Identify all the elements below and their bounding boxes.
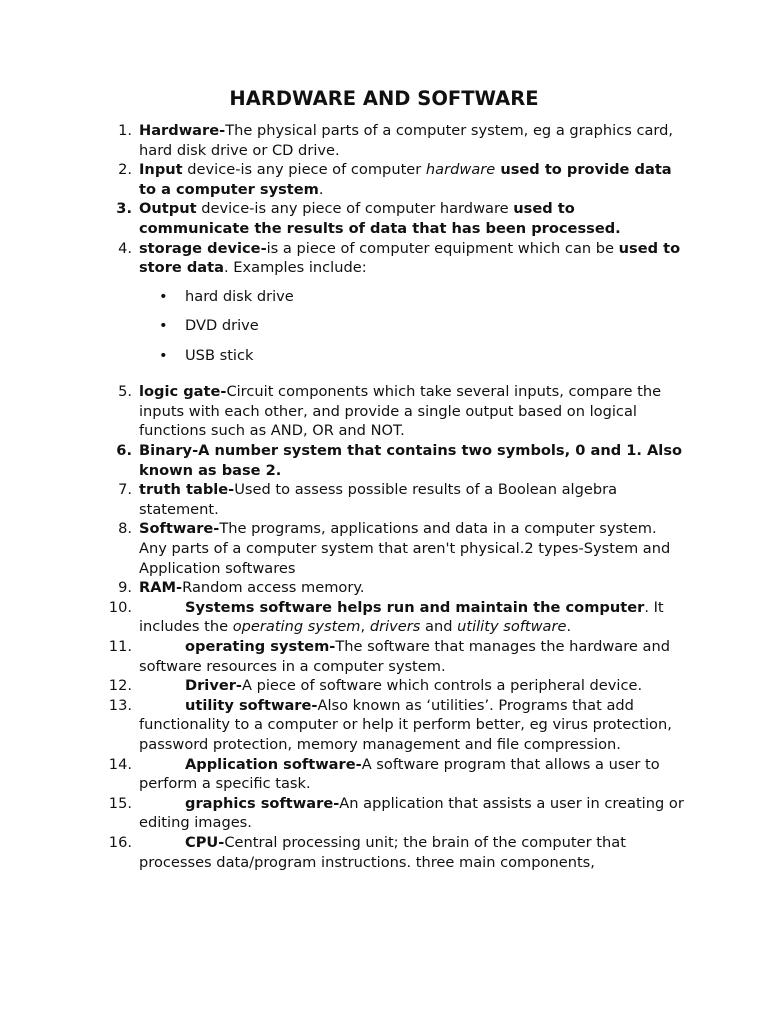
list-item-output <box>0 199 768 238</box>
term: Binary-A number system that contains two symbols, 0 and 1. Also known as base 2. <box>139 442 683 479</box>
term: Software- <box>139 520 220 538</box>
italic-term: hardware <box>425 161 496 179</box>
bullet-text: USB stick <box>185 346 254 364</box>
item-number: 7. <box>118 481 132 499</box>
definition: An application that assists a user in creating or editing images. <box>139 794 684 832</box>
list-item-application-software <box>0 755 768 794</box>
list-item-cpu <box>0 833 768 872</box>
bullet-icon: • <box>159 317 168 335</box>
list-item-input <box>0 160 768 199</box>
italic-term: drivers <box>369 618 421 636</box>
italic-term: utility software <box>457 618 567 636</box>
item-number: 15. <box>108 794 132 812</box>
item-number: 2. <box>118 161 132 179</box>
bullet-item <box>159 346 768 376</box>
term: storage device- <box>139 239 267 257</box>
bold-phrase: used to provide data to a computer system <box>139 161 672 198</box>
term: Driver- <box>185 677 242 695</box>
separator: , <box>360 618 370 636</box>
item-number: 8. <box>118 520 132 538</box>
item-number: 4. <box>118 239 132 257</box>
term: Application software- <box>185 755 362 773</box>
term: Hardware- <box>139 122 226 139</box>
page-title: HARDWARE AND SOFTWARE <box>229 87 539 110</box>
separator: and <box>420 618 458 636</box>
item-number: 12. <box>108 677 132 695</box>
definition: The physical parts of a computer system, eg a graphics card, hard disk drive or CD drive. <box>139 122 674 159</box>
term: utility software- <box>185 696 318 714</box>
term: logic gate- <box>139 383 227 401</box>
list-item-systems-software <box>0 598 768 637</box>
bullet-icon: • <box>159 346 168 364</box>
italic-term: operating system <box>232 618 361 636</box>
item-number: 13. <box>108 696 132 714</box>
definition: The software that manages the hardware and software resources in a computer system. <box>139 637 670 675</box>
item-number: 16. <box>108 833 132 851</box>
list-item-software <box>0 519 768 578</box>
list-item-logic-gate <box>0 382 768 441</box>
definition: Central processing unit; the brain of the computer that processes data/program instructions. three main components, <box>139 833 626 871</box>
term: Systems software helps run and maintain the computer <box>185 598 645 616</box>
term: RAM- <box>139 579 183 597</box>
item-number: 11. <box>108 637 132 655</box>
list-item-operating-system <box>0 637 768 676</box>
term: truth table- <box>139 481 235 499</box>
definition: A software program that allows a user to perform a specific task. <box>139 755 660 793</box>
item-number: 5. <box>118 383 132 401</box>
definition: Also known as ‘utilities’. Programs that add functionality to a computer or help it perform better, eg virus protection, password protection, memory management and file compression. <box>139 696 672 753</box>
definitions-list <box>0 121 768 872</box>
term: Input <box>139 161 183 179</box>
list-item-driver <box>0 676 768 696</box>
definition-end: . Examples include: <box>223 259 367 277</box>
definition-end: . <box>318 180 324 198</box>
storage-examples-list <box>0 287 768 376</box>
bullet-item <box>159 287 768 317</box>
item-number: 14. <box>108 755 132 773</box>
term: Output <box>139 200 197 218</box>
item-number: 9. <box>118 579 132 597</box>
item-number: 1. <box>118 122 132 139</box>
definition: The programs, applications and data in a computer system. Any parts of a computer system that aren't physical.2 types-System and Application softwares <box>139 520 671 577</box>
list-item-truth-table <box>0 480 768 519</box>
bullet-text: hard disk drive <box>185 287 294 305</box>
list-item-utility-software <box>0 696 768 755</box>
bullet-item <box>159 316 768 346</box>
item-number: 3. <box>116 200 132 218</box>
list-item-storage-device <box>0 239 768 278</box>
bold-phrase: used to communicate the results of data that has been processed. <box>139 200 621 237</box>
item-number: 6. <box>116 442 132 460</box>
definition-part: device-is any piece of computer <box>182 161 426 179</box>
bold-phrase: used to store data <box>139 239 681 277</box>
term: operating system- <box>185 637 336 655</box>
list-item-hardware <box>0 121 768 160</box>
definition: A piece of software which controls a peripheral device. <box>241 677 643 695</box>
definition-part: device-is any piece of computer hardware <box>196 200 514 218</box>
list-item-binary <box>0 441 768 480</box>
definition: Used to assess possible results of a Boolean algebra statement. <box>139 481 618 518</box>
item-number: 10. <box>108 598 132 616</box>
definition: Random access memory. <box>182 579 365 597</box>
bullet-text: DVD drive <box>185 317 259 335</box>
bullet-icon: • <box>159 287 168 305</box>
term: graphics software- <box>185 794 340 812</box>
definition-part: . It includes the <box>139 598 664 636</box>
list-item-graphics-software <box>0 794 768 833</box>
list-item-ram <box>0 578 768 598</box>
definition-end: . <box>566 618 572 636</box>
definition-part: is a piece of computer equipment which can be <box>266 239 619 257</box>
definition: Circuit components which take several inputs, compare the inputs with each other, and provide a single output based on logical functions such as AND, OR and NOT. <box>139 383 662 440</box>
term: CPU- <box>185 833 225 851</box>
